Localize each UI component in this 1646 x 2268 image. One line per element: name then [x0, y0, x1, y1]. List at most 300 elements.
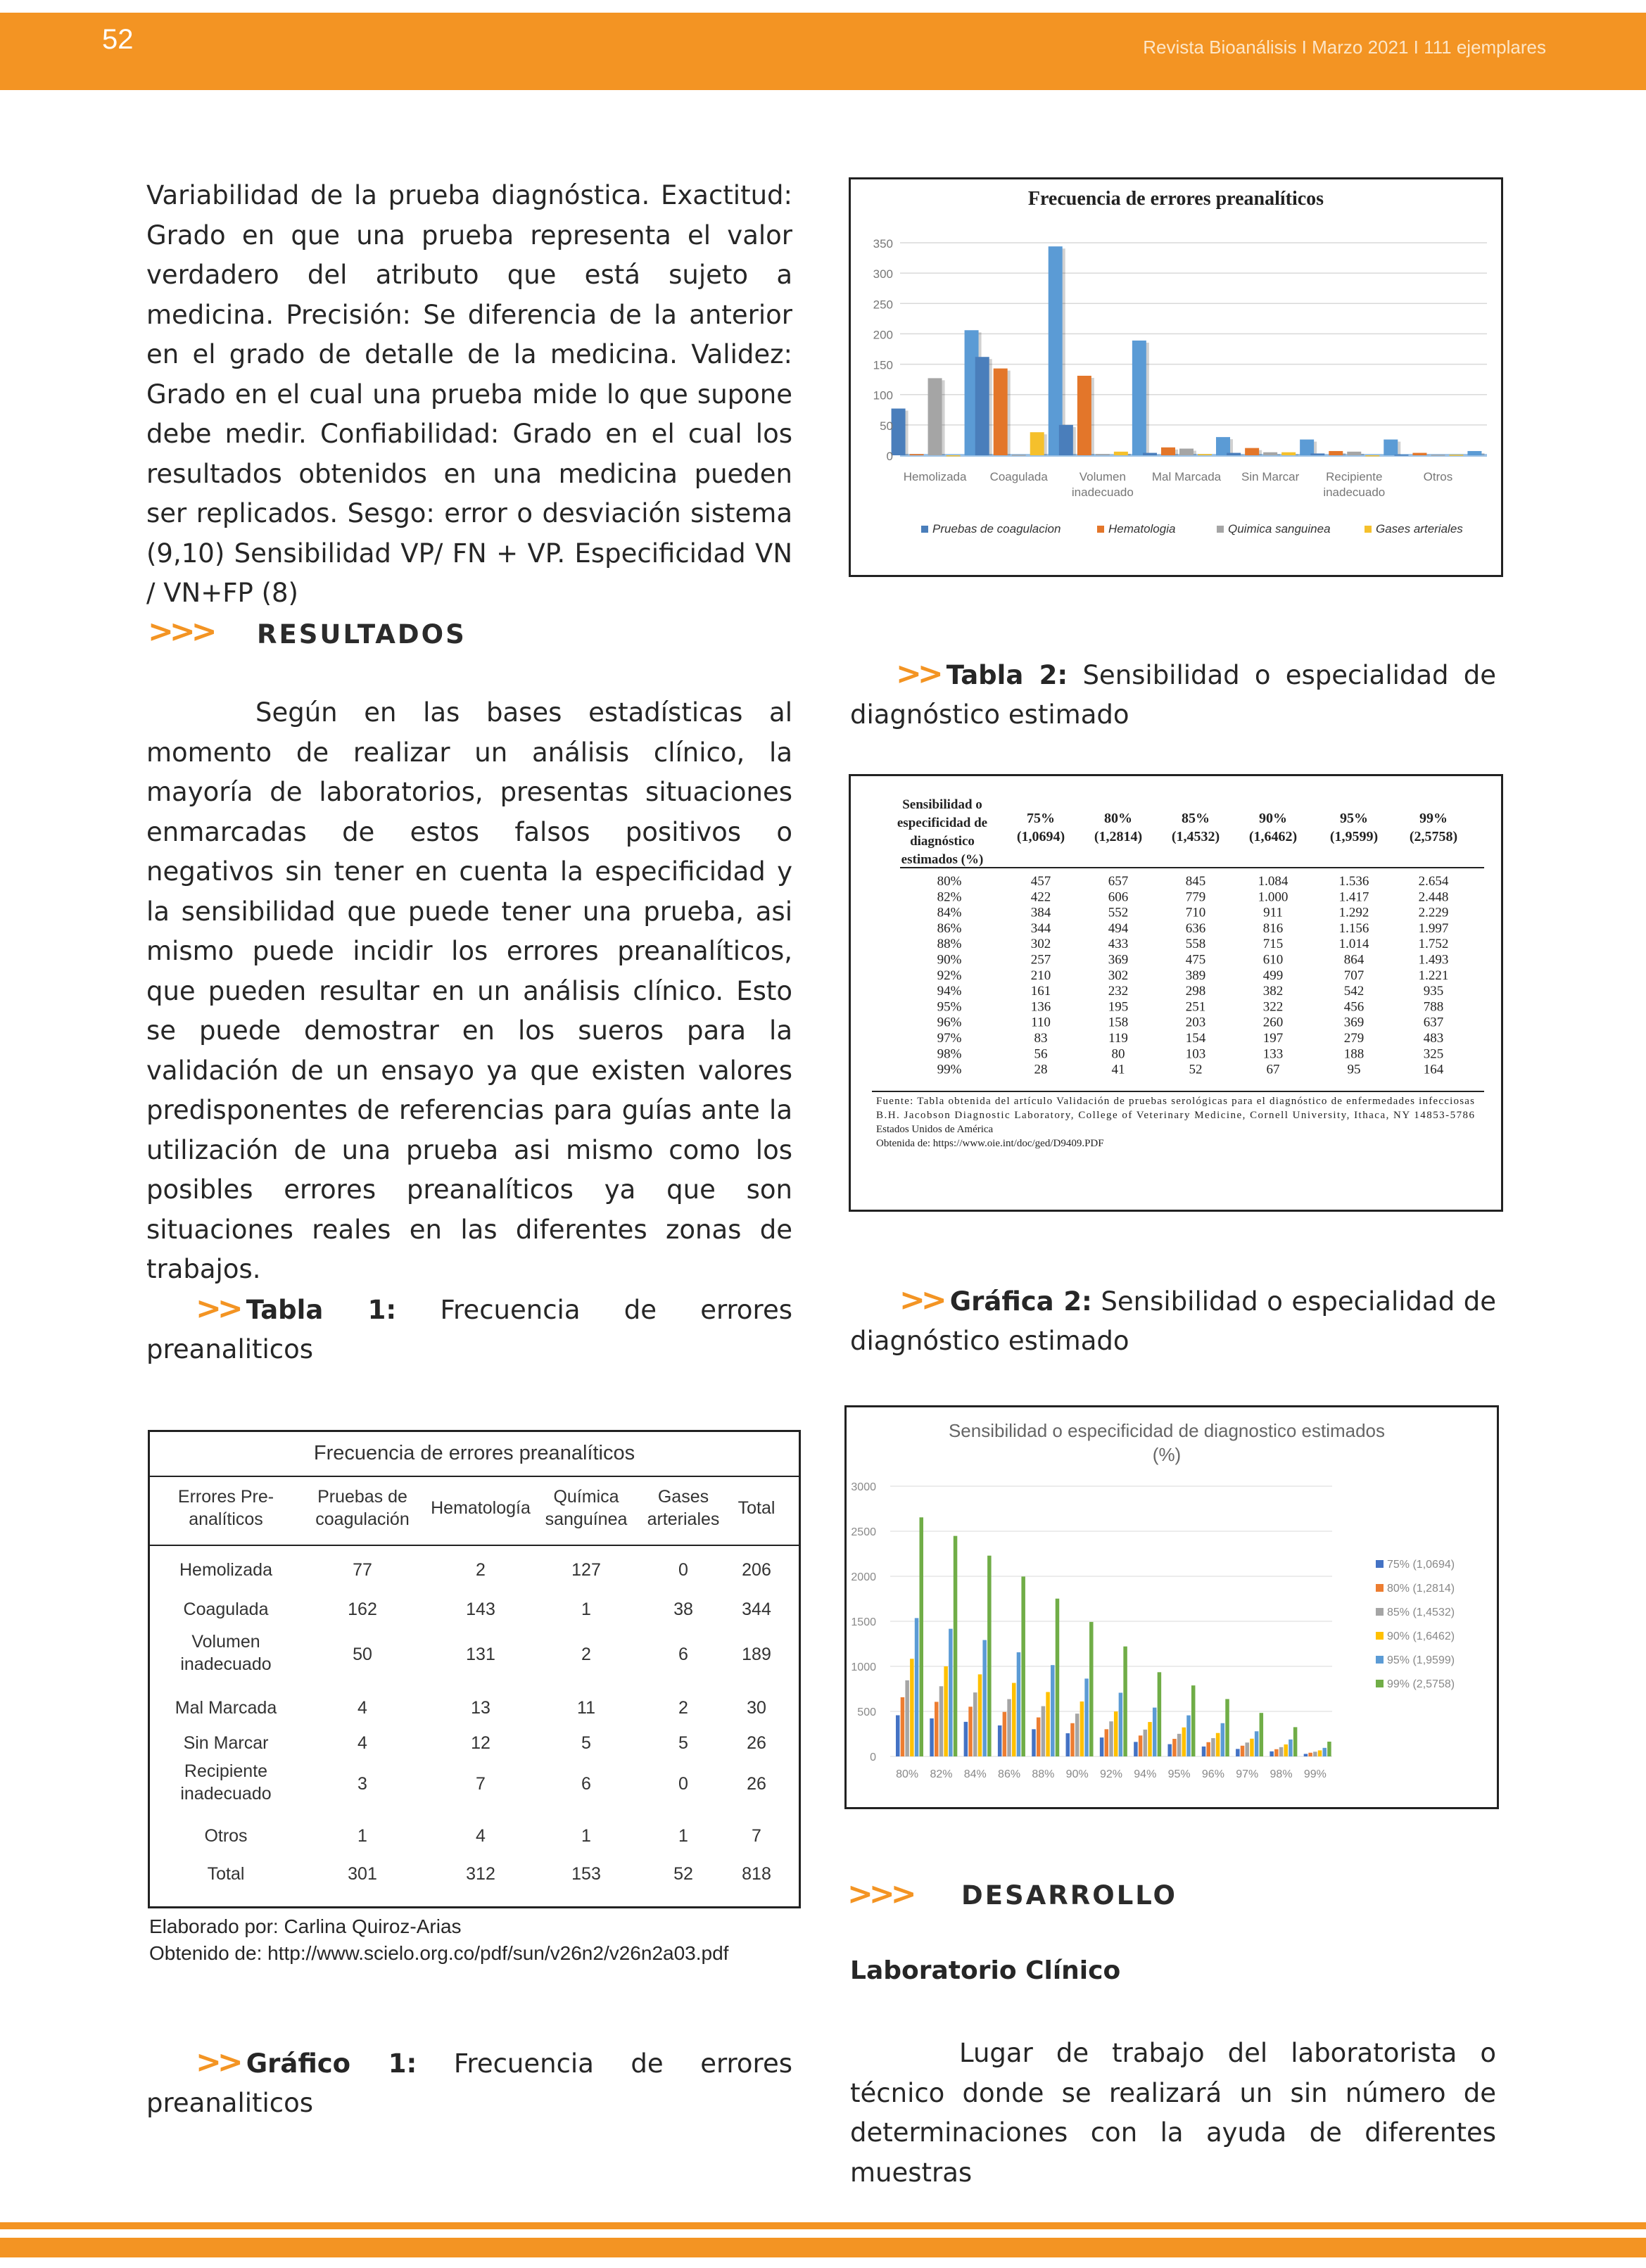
table1-cell: 2: [476, 1560, 486, 1580]
table2-cell: 188: [1343, 1046, 1365, 1062]
chart2-xtick: 90%: [1065, 1768, 1089, 1780]
table2-cell: 195: [1108, 999, 1129, 1015]
chart1-bar-shadow: [1128, 454, 1131, 455]
chart1-bar: [1059, 425, 1073, 455]
table2-row-label: 80%: [937, 874, 962, 889]
chart2-bar: [905, 1680, 909, 1756]
chart2-title: Sensibilidad o especificidad de diagnostico estimados (%): [948, 1420, 1386, 1465]
table1-header-cell: Pruebas de coagulación: [315, 1487, 410, 1529]
chart1-ytick: 250: [873, 298, 893, 312]
chart2-bar: [954, 1536, 958, 1756]
table1-cell: 162: [348, 1599, 377, 1619]
chart2-bar: [1032, 1729, 1036, 1756]
chart1: [851, 179, 1501, 575]
chart1-bar: [1365, 455, 1379, 457]
table2-cell: 788: [1423, 999, 1444, 1015]
table1-cell: 4: [476, 1826, 486, 1846]
chart1-bar: [1347, 452, 1361, 455]
tabla2-chevron: >>: [896, 656, 939, 692]
footer-line-bottom: [0, 2238, 1646, 2257]
chart2-bar: [1153, 1708, 1157, 1756]
chart2-bar: [1308, 1753, 1312, 1756]
table2-row-label: 96%: [937, 1015, 962, 1030]
table2-cell: 542: [1343, 984, 1365, 999]
table2-row-label: 90%: [937, 952, 962, 968]
table2: [851, 776, 1501, 1210]
table1-cell: 1: [678, 1826, 688, 1846]
table1-cell: 12: [471, 1733, 490, 1753]
table1-cell: 0: [678, 1560, 688, 1580]
chart1-bar: [1245, 448, 1259, 455]
chart1-bar-shadow: [1073, 427, 1076, 455]
table2-cell: 382: [1262, 984, 1284, 999]
chart2-bar: [1012, 1683, 1016, 1756]
chart2-bar: [1304, 1754, 1308, 1756]
chart1-bar: [975, 357, 989, 455]
table2-header-cell: 85% (1,4532): [1171, 811, 1220, 844]
table2-cell: 325: [1423, 1046, 1444, 1062]
chart1-bar: [947, 455, 961, 457]
table2-cell: 1.536: [1338, 874, 1369, 889]
table1-row-label: Hemolizada: [179, 1560, 272, 1580]
chart2-bar: [1225, 1699, 1229, 1756]
table1-row-label: Coagulada: [183, 1599, 269, 1619]
chart1-bar: [1143, 453, 1157, 455]
chart2-bar: [1051, 1665, 1055, 1756]
chart2-ytick: 3000: [851, 1481, 876, 1493]
chart1-bar: [1310, 453, 1324, 455]
intro-paragraph: Variabilidad de la prueba diagnóstica. Exactitud: Grado en que una prueba representa el valor verdadero del atributo que está sujeto a medicina. Precisión: Se diferencia de la anterior en el grado de detalle de la medicina. Validez: Grado en el cual una prueba mide lo que supone debe medir. Confiabilidad: Grado en el cual los resultados obtenidos en una medicina pueden ser replicados. Sesgo: error o desviación sistema (9,10) Sensibilidad VP/ FN + VP. Especificidad VN / VN+FP (8): [146, 180, 792, 608]
chart2-bar: [1075, 1713, 1080, 1756]
chart1-legend-swatch: [1217, 526, 1224, 533]
table2-cell: 257: [1030, 952, 1051, 968]
chart2-bar: [1313, 1751, 1317, 1756]
chart2-frame: [844, 1405, 1499, 1809]
table2-cell: 302: [1030, 937, 1051, 952]
table2-cell: 133: [1262, 1046, 1284, 1062]
chart2-bar: [968, 1706, 973, 1756]
chart2-xtick: 80%: [896, 1768, 919, 1780]
chart2-bar: [920, 1517, 924, 1756]
grafico1-label: Gráfico 1:: [246, 2048, 417, 2079]
table2-cell: 779: [1185, 889, 1206, 905]
chart2-legend-label: 85% (1,4532): [1387, 1607, 1455, 1618]
chart2-bar: [1037, 1718, 1041, 1756]
table2-source-line: B.H. Jacobson Diagnostic Laboratory, College of Veterinary Medicine, Cornell University, Ithaca, NY 14853-5786: [876, 1110, 1474, 1121]
page-number: 52: [102, 24, 134, 55]
table2-cell: 369: [1343, 1015, 1365, 1030]
chart2-bar: [973, 1692, 977, 1756]
chart2: [847, 1407, 1497, 1807]
chart2-bar: [1284, 1744, 1288, 1756]
table2-cell: 1.292: [1338, 905, 1369, 920]
grafica2-text: Sensibilidad o especialidad de diagnóstico estimado: [850, 1286, 1496, 1356]
chart2-bar: [935, 1702, 939, 1756]
chart2-bar: [1017, 1652, 1021, 1756]
chart1-bar-shadow: [1146, 343, 1149, 455]
chart1-bar-shadow: [1398, 442, 1400, 455]
table2-cell: 475: [1185, 952, 1206, 968]
chart2-bar: [1177, 1734, 1182, 1756]
table1-cell: 127: [571, 1560, 601, 1580]
chart1-bar: [1394, 455, 1408, 456]
table1-cell: 30: [747, 1698, 766, 1718]
table1-header-cell: Hematología: [431, 1498, 531, 1518]
table2-row-label: 97%: [937, 1031, 962, 1046]
chart2-bar: [964, 1722, 968, 1756]
table1-title-rule: [150, 1476, 799, 1477]
table2-cell: 2.448: [1418, 889, 1449, 905]
table2-cell: 2.229: [1418, 905, 1449, 920]
table1-cell: 344: [742, 1599, 771, 1619]
chart2-bar: [1119, 1693, 1123, 1756]
table1-cell: 50: [353, 1645, 372, 1664]
chart2-bar: [1279, 1747, 1284, 1756]
chart1-ytick: 0: [886, 450, 893, 463]
chart2-bar: [1289, 1740, 1293, 1756]
table1-cell: 11: [577, 1698, 595, 1718]
chart2-xtick: 97%: [1236, 1768, 1259, 1780]
table1-header-rule: [150, 1545, 799, 1546]
chart1-bar: [1263, 452, 1277, 455]
chart1-ytick: 100: [873, 388, 893, 403]
table1-source-author: Elaborado por: Carlina Quiroz-Arias: [149, 1915, 462, 1937]
table2-cell: 164: [1423, 1062, 1444, 1077]
chart2-xtick: 82%: [930, 1768, 953, 1780]
results-heading: RESULTADOS: [257, 619, 467, 650]
chart2-bar: [1322, 1748, 1327, 1756]
chart2-bar: [1066, 1733, 1070, 1756]
chart1-ytick: 200: [873, 328, 893, 342]
table2-row-label: 88%: [937, 937, 962, 952]
table2-cell: 67: [1266, 1062, 1280, 1077]
chart1-bar-shadow: [989, 359, 992, 455]
chart2-bar: [1236, 1749, 1240, 1756]
chart2-bar: [1105, 1729, 1109, 1756]
table1-cell: 13: [471, 1698, 490, 1718]
table2-cell: 103: [1185, 1046, 1206, 1062]
chart1-bar: [1329, 451, 1343, 455]
chart1-xtick: Mal Marcada: [1151, 470, 1222, 483]
chart2-bar: [1172, 1739, 1177, 1756]
table2-frame: [849, 774, 1503, 1212]
chart1-bar: [1300, 440, 1314, 455]
table1-cell: 2: [678, 1698, 688, 1718]
chart2-bar: [1123, 1647, 1127, 1756]
table2-cell: 494: [1108, 920, 1129, 936]
chart2-bar: [896, 1716, 900, 1756]
chart2-bar: [1046, 1692, 1050, 1756]
chart2-bar: [978, 1674, 982, 1756]
chart2-xtick: 88%: [1032, 1768, 1055, 1780]
table2-cell: 1.493: [1418, 952, 1449, 968]
chart2-bar: [1241, 1746, 1245, 1756]
table1-cell: 5: [678, 1733, 688, 1753]
chart1-bar: [1049, 246, 1063, 455]
chart1-bar: [1431, 455, 1445, 456]
table2-cell: 1.000: [1258, 889, 1289, 905]
chart2-bar: [915, 1618, 919, 1756]
chart1-bar: [1384, 440, 1398, 455]
table2-cell: 344: [1030, 920, 1051, 936]
chart1-bar-shadow: [1361, 454, 1364, 455]
table2-cell: 56: [1034, 1046, 1048, 1062]
chart2-xtick: 96%: [1201, 1768, 1224, 1780]
table2-cell: 707: [1343, 968, 1365, 983]
chart2-ytick: 0: [870, 1751, 876, 1763]
chart1-bar: [892, 409, 906, 455]
table2-cell: 80: [1111, 1046, 1125, 1062]
chart1-bar-shadow: [1481, 453, 1484, 455]
chart2-xtick: 99%: [1303, 1768, 1327, 1780]
chart2-bar: [1255, 1731, 1259, 1756]
chart1-bar: [994, 369, 1008, 455]
chart1-bar-shadow: [1259, 450, 1262, 455]
lab-subheading: Laboratorio Clínico: [850, 1956, 1121, 1985]
chart1-bar: [1281, 452, 1296, 455]
chart1-legend-swatch: [1097, 526, 1104, 533]
chart2-bar: [1007, 1699, 1011, 1756]
chart2-bar: [982, 1640, 987, 1756]
chart1-bar: [1412, 453, 1426, 455]
chart2-bar: [998, 1725, 1002, 1756]
chart1-bar-shadow: [1343, 453, 1346, 455]
chart2-bar: [1114, 1711, 1118, 1756]
chart2-legend-swatch: [1376, 1680, 1384, 1687]
chart2-bar: [1100, 1737, 1104, 1756]
table1-cell: 77: [353, 1560, 372, 1580]
chart1-bar: [1179, 449, 1194, 455]
table2-header-cell: 80% (1,2814): [1094, 811, 1143, 844]
table2-cell: 154: [1185, 1031, 1206, 1046]
table2-cell: 158: [1108, 1015, 1129, 1030]
tabla1-chevron: >>: [196, 1291, 239, 1326]
table2-cell: 1.084: [1258, 874, 1289, 889]
chart1-xtick: Recipiente inadecuado: [1323, 470, 1386, 499]
table2-header-cell: 99% (2,5758): [1409, 811, 1458, 844]
table2-cell: 499: [1262, 968, 1284, 983]
chart1-bar-shadow: [1008, 371, 1011, 455]
chart1-bar: [1216, 437, 1230, 455]
chart2-bar: [987, 1556, 992, 1756]
tabla1-caption: [146, 1289, 792, 1369]
chart1-bar: [1077, 376, 1091, 455]
table2-cell: 710: [1185, 905, 1206, 920]
chart2-bar: [930, 1718, 934, 1756]
table1-cell: 26: [747, 1774, 766, 1794]
chart1-bar: [1096, 454, 1110, 455]
table2-row-label: 98%: [937, 1046, 962, 1062]
grafico1-caption: [146, 2043, 792, 2123]
chart1-bar: [910, 454, 924, 455]
chart1-legend-label: Gases arteriales: [1376, 522, 1463, 536]
table2-cell: 558: [1185, 937, 1206, 952]
chart2-bar: [1250, 1739, 1254, 1756]
table1-row-label: Sin Marcar: [183, 1733, 269, 1753]
chart2-bar: [1270, 1751, 1274, 1756]
chart1-bar: [1161, 448, 1175, 455]
table1-cell: 52: [673, 1864, 693, 1884]
table2-cell: 203: [1185, 1015, 1206, 1030]
chart2-bar: [944, 1666, 948, 1756]
table2-cell: 715: [1262, 937, 1284, 952]
table1-cell: 0: [678, 1774, 688, 1794]
chart2-bar: [1167, 1744, 1172, 1756]
grafico1-chevron: >>: [196, 2044, 239, 2080]
chart2-xtick: 95%: [1167, 1768, 1191, 1780]
table2-header: [897, 797, 1457, 867]
chart2-bar: [1182, 1728, 1186, 1756]
chart2-legend-label: 90% (1,6462): [1387, 1630, 1455, 1642]
chart2-bar: [1221, 1723, 1225, 1756]
table1-cell: 6: [678, 1645, 688, 1664]
table2-cell: 110: [1031, 1015, 1051, 1030]
table1-cell: 2: [581, 1645, 591, 1664]
chart1-bar-shadow: [1091, 378, 1094, 455]
tabla2-text: Sensibilidad o especialidad de diagnóstico estimado: [850, 660, 1497, 730]
table2-cell: 552: [1108, 905, 1129, 920]
table1-cell: 4: [357, 1733, 367, 1753]
chart2-legend-label: 95% (1,9599): [1387, 1654, 1455, 1666]
chart2-bar: [1148, 1722, 1152, 1756]
chart2-legend-swatch: [1376, 1584, 1384, 1592]
table2-header-cell: Sensibilidad o especificidad de diagnóstico estimados (%): [897, 797, 988, 867]
chart1-xtick: Volumen inadecuado: [1071, 470, 1134, 499]
chart2-bar: [1134, 1742, 1138, 1756]
chart2-bar: [1216, 1733, 1220, 1756]
magazine-info: Revista Bioanálisis I Marzo 2021 I 111 ejemplares: [1143, 37, 1546, 58]
table2-cell: 637: [1423, 1015, 1444, 1030]
table1: [148, 1430, 801, 1908]
table2-cell: 251: [1185, 999, 1206, 1015]
table2-cell: 657: [1108, 874, 1129, 889]
table2-cell: 606: [1108, 889, 1129, 905]
table2-cell: 1.014: [1338, 937, 1369, 952]
desarrollo-heading: DESARROLLO: [961, 1880, 1177, 1911]
chart2-bar: [1211, 1738, 1215, 1756]
table1-cell: 38: [673, 1599, 693, 1619]
table2-row-label: 94%: [937, 984, 962, 999]
table2-cell: 322: [1262, 999, 1284, 1015]
table2-cell: 1.156: [1338, 920, 1369, 936]
chart2-xtick: 84%: [963, 1768, 987, 1780]
table2-cell: 935: [1423, 984, 1444, 999]
table1-cell: 3: [357, 1774, 367, 1794]
table1-cell: 1: [581, 1599, 591, 1619]
chart2-bar: [1056, 1599, 1060, 1756]
table1-cell: 7: [752, 1826, 761, 1846]
table2-cell: 52: [1189, 1062, 1203, 1077]
table2-cell: 298: [1185, 984, 1206, 999]
table1-cell: 301: [348, 1864, 377, 1884]
table2-header-cell: 75% (1,0694): [1016, 811, 1065, 844]
chart1-ytick: 300: [873, 267, 893, 281]
chart2-bar: [1318, 1750, 1322, 1756]
chart2-legend-label: 99% (2,5758): [1387, 1678, 1455, 1690]
table2-cell: 161: [1030, 984, 1051, 999]
table2-cell: 119: [1108, 1031, 1128, 1046]
chart1-bar-shadow: [1063, 248, 1065, 455]
chart2-bar: [1089, 1622, 1094, 1756]
chart2-bar: [910, 1659, 914, 1756]
table2-cell: 302: [1108, 968, 1129, 983]
chart2-xtick: 86%: [998, 1768, 1021, 1780]
chart2-bar: [939, 1686, 944, 1756]
chart2-bar: [1274, 1749, 1279, 1756]
chart2-xtick: 94%: [1134, 1768, 1157, 1780]
chart2-legend-swatch: [1376, 1560, 1384, 1568]
grafica2-chevron: >>: [899, 1282, 943, 1318]
table2-source-line: Obtenida de: https://www.oie.int/doc/ged/D9409.PDF: [876, 1138, 1104, 1149]
table2-cell: 1.221: [1418, 968, 1449, 983]
table1-cell: 143: [466, 1599, 495, 1619]
table2-cell: 864: [1343, 952, 1365, 968]
chart2-bar: [1327, 1742, 1331, 1756]
chart2-bar: [901, 1697, 905, 1756]
chart1-bar: [928, 378, 942, 455]
table2-cell: 28: [1034, 1062, 1048, 1077]
chart1-bar: [1012, 455, 1026, 456]
table2-row-label: 86%: [937, 920, 962, 936]
table1-row-label: Volumen inadecuado: [180, 1632, 272, 1674]
chart1-bar: [1114, 452, 1128, 455]
table2-cell: 83: [1034, 1031, 1048, 1046]
chart2-bar: [1084, 1678, 1089, 1756]
chart1-ytick: 50: [880, 419, 893, 433]
table1-header-cell: Química sanguínea: [545, 1487, 628, 1529]
chart2-bar: [1080, 1702, 1084, 1756]
table1-cell: 5: [581, 1733, 591, 1753]
table1-cell: 131: [466, 1645, 495, 1664]
footer-line-top: [0, 2222, 1646, 2229]
table2-cell: 369: [1108, 952, 1129, 968]
table1-cell: 4: [357, 1698, 367, 1718]
chart2-bar: [1042, 1706, 1046, 1756]
table2-cell: 610: [1262, 952, 1284, 968]
table1-cell: 312: [466, 1864, 495, 1884]
tabla2-caption: [850, 654, 1496, 735]
table2-row-label: 92%: [937, 968, 962, 983]
table2-cell: 483: [1423, 1031, 1444, 1046]
table2-cell: 1.752: [1418, 937, 1449, 952]
desarrollo-chevron: >>>: [847, 1876, 913, 1912]
table1-cell: 7: [476, 1774, 486, 1794]
chart2-bar: [1202, 1747, 1206, 1756]
chart2-bar: [1144, 1730, 1148, 1756]
table1-cell: 153: [571, 1864, 601, 1884]
chart2-bar: [1158, 1672, 1162, 1756]
table1-row-label: Total: [207, 1864, 245, 1884]
chart1-bar: [1198, 454, 1212, 455]
chart1-frame: [849, 177, 1503, 577]
table1-cell: 1: [581, 1826, 591, 1846]
chart1-bar-shadow: [1194, 451, 1196, 455]
chart2-bar: [1260, 1713, 1264, 1756]
chart1-legend-label: Pruebas de coagulacion: [932, 522, 1061, 536]
table1-cell: 26: [747, 1733, 766, 1753]
table2-cell: 1.417: [1338, 889, 1369, 905]
chart2-ytick: 1500: [851, 1616, 876, 1628]
table2-row-label: 84%: [937, 905, 962, 920]
chart2-bar: [1186, 1716, 1191, 1756]
chart1-legend-swatch: [921, 526, 928, 533]
chart1-bar-shadow: [1175, 450, 1178, 455]
table1-cell: 6: [581, 1774, 591, 1794]
table2-header-cell: 90% (1,6462): [1248, 811, 1298, 844]
table1-title: Frecuencia de errores preanalíticos: [313, 1442, 635, 1464]
chart1-bar-shadow: [906, 411, 909, 455]
results-paragraph: Según en las bases estadísticas al momento de realizar un análisis clínico, la mayoría de laboratorios, presentas situaciones enmarcadas de estos falsos positivos o negativos sin tener en cuenta la especificidad y la sensibilidad que puede tener una prueba, asi mismo puede incidir los errores preanalíticos, que pueden resultar en un análisis clínico. Esto se puede demostrar en los sueros para la validación de un ensayo ya que existen valores predisponentes de referencias para guías ante la utilización de una prueba asi mismo como los posibles errores preanalíticos ya que son situaciones reales en las diferentes zonas de trabajos.: [146, 697, 792, 1284]
